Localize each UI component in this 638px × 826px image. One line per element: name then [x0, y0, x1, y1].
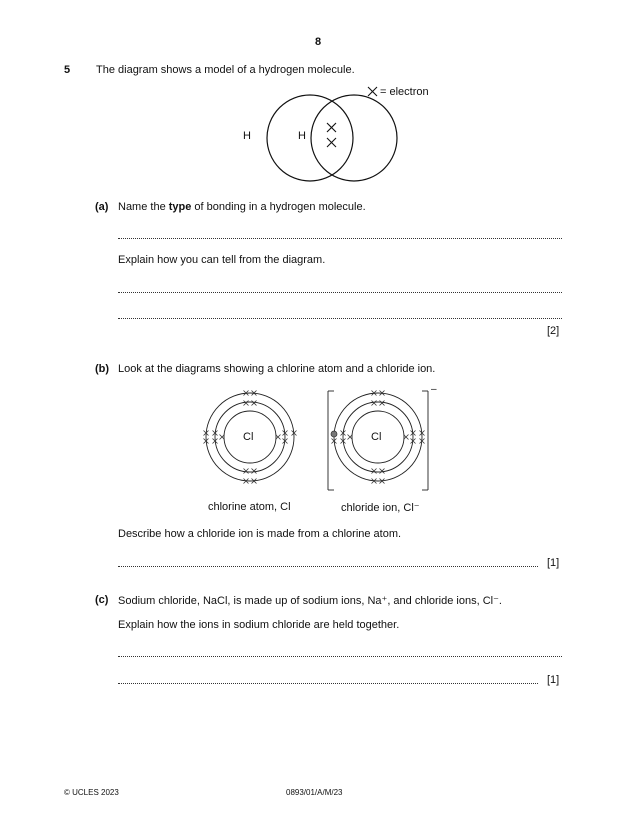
legend-text: = electron [380, 86, 429, 98]
page-number: 8 [315, 36, 322, 48]
hydrogen-atom-left-shell [267, 95, 353, 181]
part-b-describe: Describe how a chloride ion is made from a chlorine atom. [118, 528, 402, 540]
legend-electron-cross [368, 87, 377, 96]
caption-chloride-ion: chloride ion, Cl⁻ [341, 502, 420, 514]
chloride-ion-charge: – [431, 384, 437, 395]
part-b-prompt: Look at the diagrams showing a chlorine atom and a chloride ion. [118, 363, 436, 375]
gained-electron-dot [331, 431, 337, 437]
answer-line[interactable] [118, 282, 562, 293]
answer-line[interactable] [118, 556, 538, 567]
footer-code: 0893/01/A/M/23 [286, 788, 343, 797]
chloride-ion-symbol: Cl [371, 431, 382, 443]
part-c-explain: Explain how the ions in sodium chloride are held together. [118, 619, 400, 631]
chlorine-atom-symbol: Cl [243, 431, 254, 443]
part-c-marks: [1] [547, 674, 560, 686]
part-c-prompt: Sodium chloride, NaCl, is made up of sodium ions, Na⁺, and chloride ions, Cl⁻. [118, 595, 502, 607]
part-a-explain: Explain how you can tell from the diagram. [118, 254, 326, 266]
part-b-label: (b) [95, 363, 110, 375]
part-b-marks: [1] [547, 557, 560, 569]
part-a-marks: [2] [547, 325, 560, 337]
shared-electron-cross [327, 138, 336, 147]
caption-chlorine-atom: chlorine atom, Cl [208, 501, 291, 513]
answer-line[interactable] [118, 646, 562, 657]
question-stem: The diagram shows a model of a hydrogen molecule. [96, 64, 355, 76]
part-a-prompt [118, 201, 366, 213]
chlorine-diagram [196, 386, 456, 496]
part-c-label: (c) [95, 594, 109, 606]
hydrogen-molecule-diagram [200, 84, 460, 204]
atom-label-h-left: H [243, 130, 251, 142]
part-a-prompt-bold: type [168, 201, 192, 213]
part-a-prompt-post: of bonding in a hydrogen molecule. [191, 201, 366, 213]
part-a-prompt-pre: Name the [118, 201, 169, 213]
answer-line[interactable] [118, 673, 538, 684]
answer-line[interactable] [118, 308, 562, 319]
question-number: 5 [64, 64, 71, 76]
hydrogen-atom-right-shell [311, 95, 397, 181]
shared-electron-cross [327, 123, 336, 132]
part-a-label: (a) [95, 201, 109, 213]
footer-copyright: © UCLES 2023 [64, 788, 119, 797]
atom-label-h-right: H [298, 130, 306, 142]
answer-line[interactable] [118, 228, 562, 239]
